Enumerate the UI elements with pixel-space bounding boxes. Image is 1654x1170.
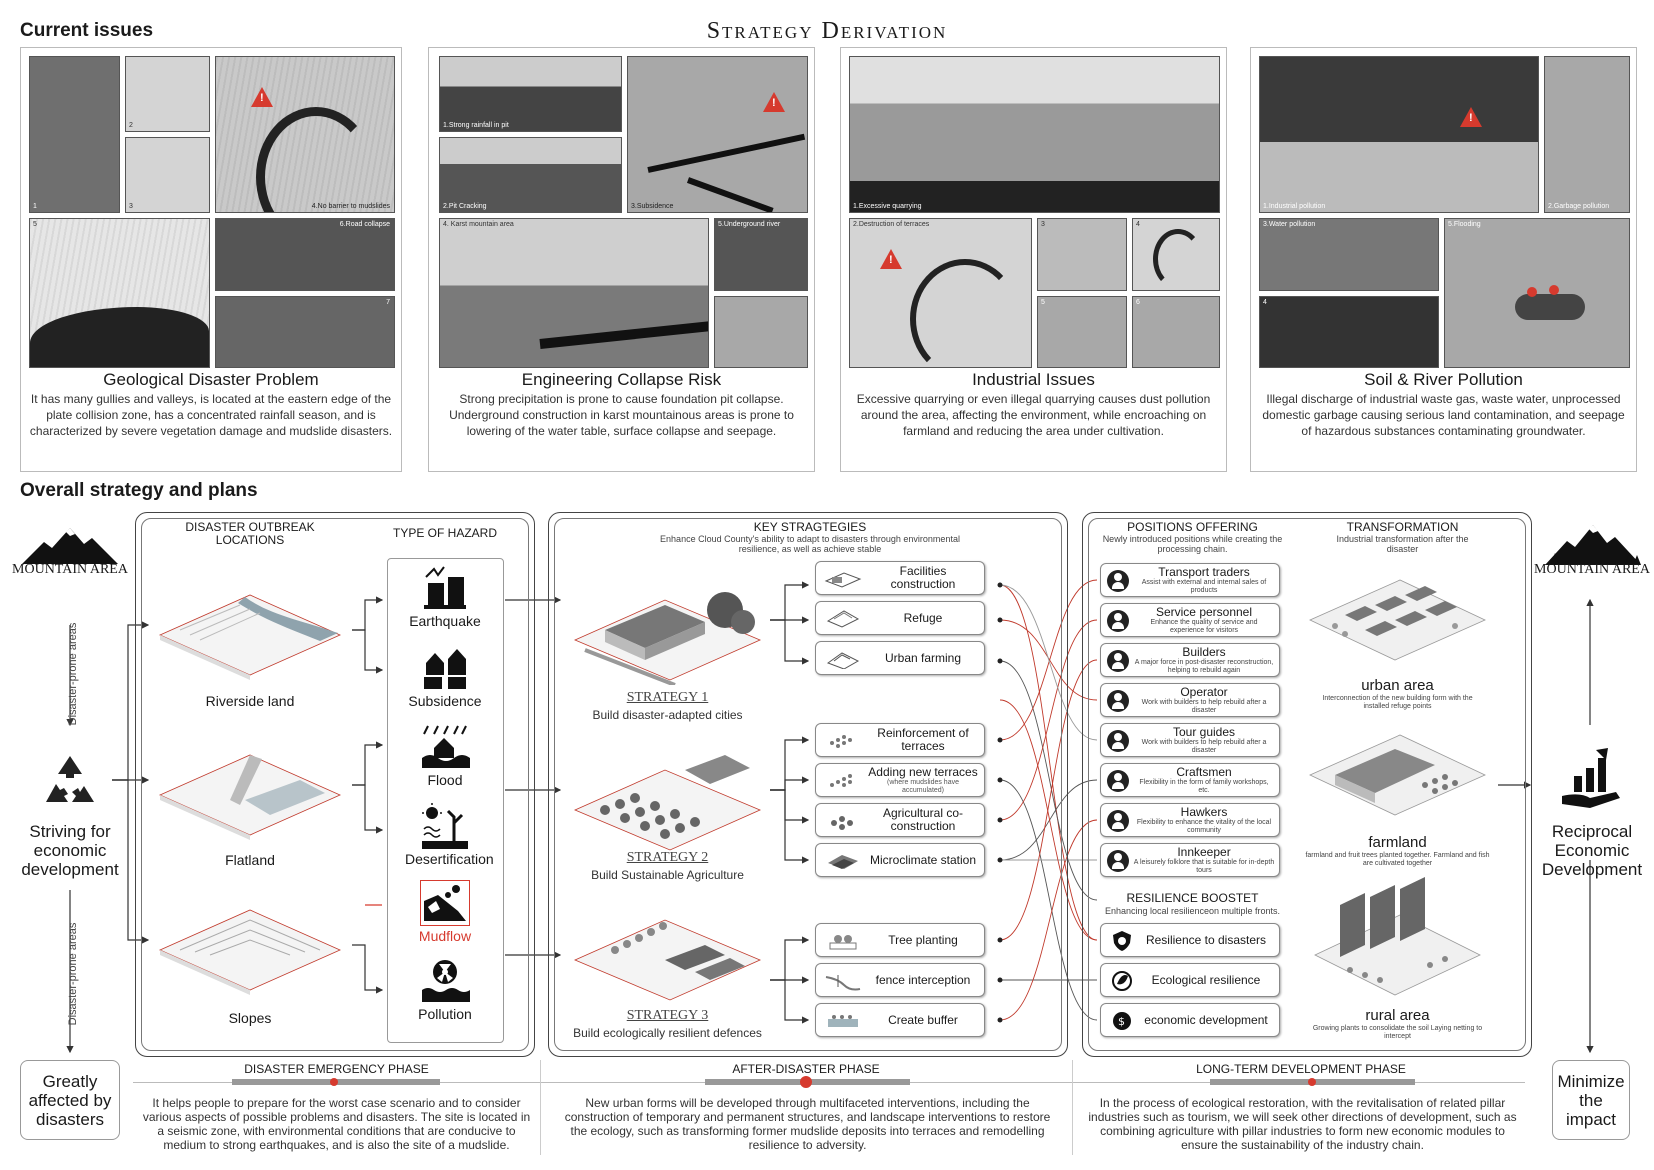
urban-area-model — [1305, 560, 1490, 670]
person-icon — [1107, 690, 1129, 712]
position-operator: Operator Work with builders to help rebuild after a disaster — [1100, 683, 1280, 717]
flatland-model — [150, 745, 350, 840]
fence-icon — [824, 971, 862, 991]
box-microclimate-station: Microclimate station — [815, 843, 985, 877]
strategy2-sub: Build Sustainable Agriculture — [591, 868, 744, 882]
position-innkeeper: Innkeeper A leisurely folklore that is suitable for in-depth tours — [1100, 843, 1280, 877]
mountain-area-left: MOUNTAIN AREA — [12, 562, 128, 577]
photo-forest-bag: 2 — [125, 56, 210, 132]
phase1-desc: It helps people to prepare for the worst case scenario and to consider various aspects of possible problems and disasters. The site is located in a seismic zone, with environmental conditions that are conducive to medium to strong earthquakes, and is also the site of a mudslide. — [142, 1096, 531, 1152]
transformation-heading: TRANSFORMATION — [1346, 520, 1459, 534]
position-transport-traders: Transport traders Assist with external and internal sales of products — [1100, 563, 1280, 597]
growth-chart-icon — [1560, 748, 1624, 810]
box-refuge: Refuge — [815, 601, 985, 635]
box-create-buffer: Create buffer — [815, 1003, 985, 1037]
strategy3-label: STRATEGY 3 — [626, 1008, 709, 1023]
phase2-desc: New urban forms will be developed through multifaceted interventions, including the construction of temporary and permanent structures, and landscape interventions to restore the ecology, such as transforming former mudslide deposits into terraces and remodelling resilience to adversity. — [564, 1096, 1051, 1152]
hazard-desertification: Desertification — [405, 803, 485, 867]
photo-water-pollution: 3.Water pollution — [1259, 218, 1439, 291]
locations-heading: DISASTER OUTBREAK LOCATIONS — [185, 520, 315, 547]
phase3-desc: In the process of ecological restoration, with the revitalisation of related pillar industries such as tourism, we will seek other directions of development, such as combining agriculture with pillar industries to form new economic modules to ensure the sustainability of the industry chain. — [1088, 1096, 1517, 1152]
strategies-subheading: Enhance Cloud County's ability to adapt to disasters through environmental resilience, as well as achieve stable — [660, 534, 960, 554]
strategy1-sub: Build disaster-adapted cities — [592, 708, 743, 722]
striving-label: Striving for economic development — [21, 822, 119, 879]
hazard-earthquake: Earthquake — [405, 565, 485, 629]
tree-icon — [824, 931, 862, 951]
box-urban-farming: Urban farming — [815, 641, 985, 675]
position-craftsmen: Craftsmen Flexibility in the form of family workshops, etc. — [1100, 763, 1280, 797]
phase2-marker — [800, 1076, 812, 1088]
farmland-desc: farmland and fruit trees planted together. Farmland and fish are cultivated together — [1305, 852, 1490, 867]
panel-title: Industrial Issues — [972, 370, 1095, 389]
position-service-personnel: Service personnel Enhance the quality of service and experience for visitors — [1100, 603, 1280, 637]
positions-subheading: Newly introduced positions while creating the processing chain. — [1102, 534, 1283, 554]
panel-description: Excessive quarrying or even illegal quarrying causes dust pollution around the area, affecting the environment, while encroaching on farmland and reducing the area under cultivation. — [856, 392, 1211, 438]
mountain-icon-right — [1545, 525, 1641, 565]
resilience-heading: RESILIENCE BOOSTET — [1126, 891, 1259, 905]
strategy3-model — [565, 900, 770, 1015]
photo-quarrying-crowd: 1.Excessive quarrying — [849, 56, 1220, 213]
mountain-icon-left — [22, 528, 118, 564]
phase1-marker — [330, 1078, 338, 1086]
person-icon — [1107, 650, 1129, 672]
current-issues-heading: Current issues — [20, 20, 154, 41]
hazard-pollution: Pollution — [405, 958, 485, 1022]
mountain-area-right: MOUNTAIN AREA — [1534, 562, 1650, 577]
panel-description: Illegal discharge of industrial waste gas, waste water, unprocessed domestic garbage causing serious land contamination, and seepage of hazardous substances contaminating groundwater. — [1262, 392, 1625, 438]
strategy2-model — [565, 740, 770, 855]
phase2-title: AFTER-DISASTER PHASE — [732, 1062, 880, 1076]
greatly-affected-box: Greatly affected by disasters — [20, 1060, 120, 1140]
photo-industrial-smoke: ! 1.Industrial pollution — [1259, 56, 1539, 213]
position-tour-guides: Tour guides Work with builders to help rebuild after a disaster — [1100, 723, 1280, 757]
photo-subsidence: ! 3.Subsidence — [627, 56, 808, 213]
box-tree-planting: Tree planting — [815, 923, 985, 957]
greenhouse-icon — [824, 649, 862, 669]
strategy1-model — [565, 560, 770, 685]
person-icon — [1107, 610, 1129, 632]
person-icon — [1107, 810, 1129, 832]
phase3-marker — [1308, 1078, 1316, 1086]
photo-pit-cracking: 2.Pit Cracking — [439, 137, 622, 213]
panel-description: It has many gullies and valleys, is located at the eastern edge of the plate collision zone, has a concentrated rainfall season, and is characterized by severe vegetation damage and mudslide disasters. — [29, 392, 393, 438]
strategy3-sub: Build ecologically resilient defences — [573, 1026, 762, 1040]
flood-icon — [420, 724, 470, 770]
photo-quarry-stones: 5 — [1037, 296, 1127, 368]
photo-terraces-grid: 3 — [1037, 218, 1127, 291]
subsidence-icon — [420, 645, 470, 691]
photo-polluted-river: 4 — [1259, 296, 1439, 368]
photo-mudslide-road: ! 4.No barrier to mudslides — [215, 56, 395, 213]
person-icon — [1107, 850, 1129, 872]
resilience-ecological: Ecological resilience — [1100, 963, 1280, 997]
panel-description: Strong precipitation is prone to cause foundation pit collapse. Underground construction in karst mountainous areas is prone to lowering of the water table, surface collapse and seepage. — [449, 392, 794, 438]
photo-garbage: 2.Garbage pollution — [1544, 56, 1630, 213]
box-reinforcement-terraces: Reinforcement of terraces — [815, 723, 985, 757]
photo-excavator: 6 — [1132, 296, 1220, 368]
slopes-model — [150, 900, 350, 995]
strategies-heading: KEY STRAGTEGIES — [753, 520, 867, 534]
resilience-disasters: Resilience to disasters — [1100, 923, 1280, 957]
person-icon — [1107, 770, 1129, 792]
riverside-land-model — [150, 585, 350, 680]
photo-tree-climber: 1 — [29, 56, 120, 213]
resilience-economic: $ economic development — [1100, 1003, 1280, 1037]
rural-area-desc: Growing plants to consolidate the soil Laying netting to intercept — [1312, 1025, 1483, 1040]
box-adding-terraces: Adding new terraces (where mudslides have accumulated) — [815, 763, 985, 797]
photo-road-collapse: 6.Road collapse — [215, 218, 395, 291]
eco-icon — [1111, 970, 1133, 992]
photo-karst-workers: 4. Karst mountain area — [439, 218, 709, 368]
position-builders: Builders A major force in post-disaster reconstruction, helping to rebuild again — [1100, 643, 1280, 677]
photo-underground-river: 5.Underground river — [714, 218, 808, 291]
hazard-subsidence: Subsidence — [405, 645, 485, 709]
position-hawkers: Hawkers Flexibility to enhance the vitality of the local community — [1100, 803, 1280, 837]
box-agricultural-coconstruction: Agricultural co-construction — [815, 803, 985, 837]
panel-title: Engineering Collapse Risk — [521, 370, 722, 389]
mudflow-icon — [420, 880, 470, 926]
urban-area-desc: Interconnection of the new building form with the installed refuge points — [1322, 695, 1473, 710]
rural-area-label: rural area — [1365, 1007, 1430, 1024]
overall-strategy-heading: Overall strategy and plans — [20, 480, 258, 501]
hazard-mudflow: Mudflow — [405, 880, 485, 944]
economy-icon — [1111, 1010, 1133, 1032]
hazards-heading: TYPE OF HAZARD — [392, 526, 497, 540]
strategy1-label: STRATEGY 1 — [626, 690, 709, 705]
box-fence-interception: fence interception — [815, 963, 985, 997]
photo-villagers: 7 — [215, 296, 395, 368]
transformation-subheading: Industrial transformation after the disaster — [1336, 534, 1469, 554]
photo-stump-axe: 3 — [125, 137, 210, 213]
location-slopes: Slopes — [228, 1010, 272, 1026]
svg-text:$: $ — [1118, 1015, 1125, 1028]
photo-terrace-destruction: ! 2.Destruction of terraces — [849, 218, 1032, 368]
hazard-flood: Flood — [405, 724, 485, 788]
strategy2-label: STRATEGY 2 — [626, 850, 709, 865]
positions-heading: POSITIONS OFFERING — [1127, 520, 1258, 534]
page-title: Strategy Derivation — [706, 18, 948, 44]
station-icon — [824, 851, 862, 871]
person-icon — [1107, 730, 1129, 752]
photo-rainfall-pit: 1.Strong rainfall in pit — [439, 56, 622, 132]
rural-area-model — [1310, 875, 1485, 1005]
photo-flood-rescue: 5.Flooding — [1444, 218, 1630, 368]
buffer-icon — [824, 1011, 862, 1031]
new-terrace-icon — [824, 771, 862, 791]
farmland-label: farmland — [1368, 834, 1427, 851]
building-icon — [824, 569, 862, 589]
location-riverside: Riverside land — [205, 693, 295, 709]
panel-title: Soil & River Pollution — [1364, 370, 1523, 389]
desertification-icon — [420, 803, 470, 849]
reciprocal-label: Reciprocal Economic Development — [1541, 822, 1643, 879]
phase1-title: DISASTER EMERGENCY PHASE — [244, 1062, 429, 1076]
earthquake-icon — [420, 565, 470, 611]
shield-icon — [1111, 930, 1133, 952]
person-icon — [1107, 570, 1129, 592]
minimize-impact-box: Minimize the impact — [1552, 1060, 1630, 1140]
urban-area-label: urban area — [1361, 677, 1434, 694]
shelter-icon — [824, 609, 862, 629]
disaster-prone-label-top: Disaster-prone areas — [67, 622, 79, 726]
photo-collapsed-house: 5 — [29, 218, 210, 368]
photo-winding-river: 4 — [1132, 218, 1220, 291]
box-facilities-construction: Facilities construction — [815, 561, 985, 595]
panel-title: Geological Disaster Problem — [103, 370, 319, 389]
location-flatland: Flatland — [225, 852, 275, 868]
farmland-model — [1305, 715, 1490, 825]
resilience-subheading: Enhancing local resilienceon multiple fronts. — [1104, 906, 1281, 916]
disaster-prone-label-bottom: Disaster-prone areas — [67, 922, 79, 1026]
field-icon — [824, 811, 862, 831]
recycle-icon — [38, 752, 102, 812]
pollution-icon — [420, 958, 470, 1004]
phase3-title: LONG-TERM DEVELOPMENT PHASE — [1196, 1062, 1406, 1076]
terrace-icon — [824, 731, 862, 751]
